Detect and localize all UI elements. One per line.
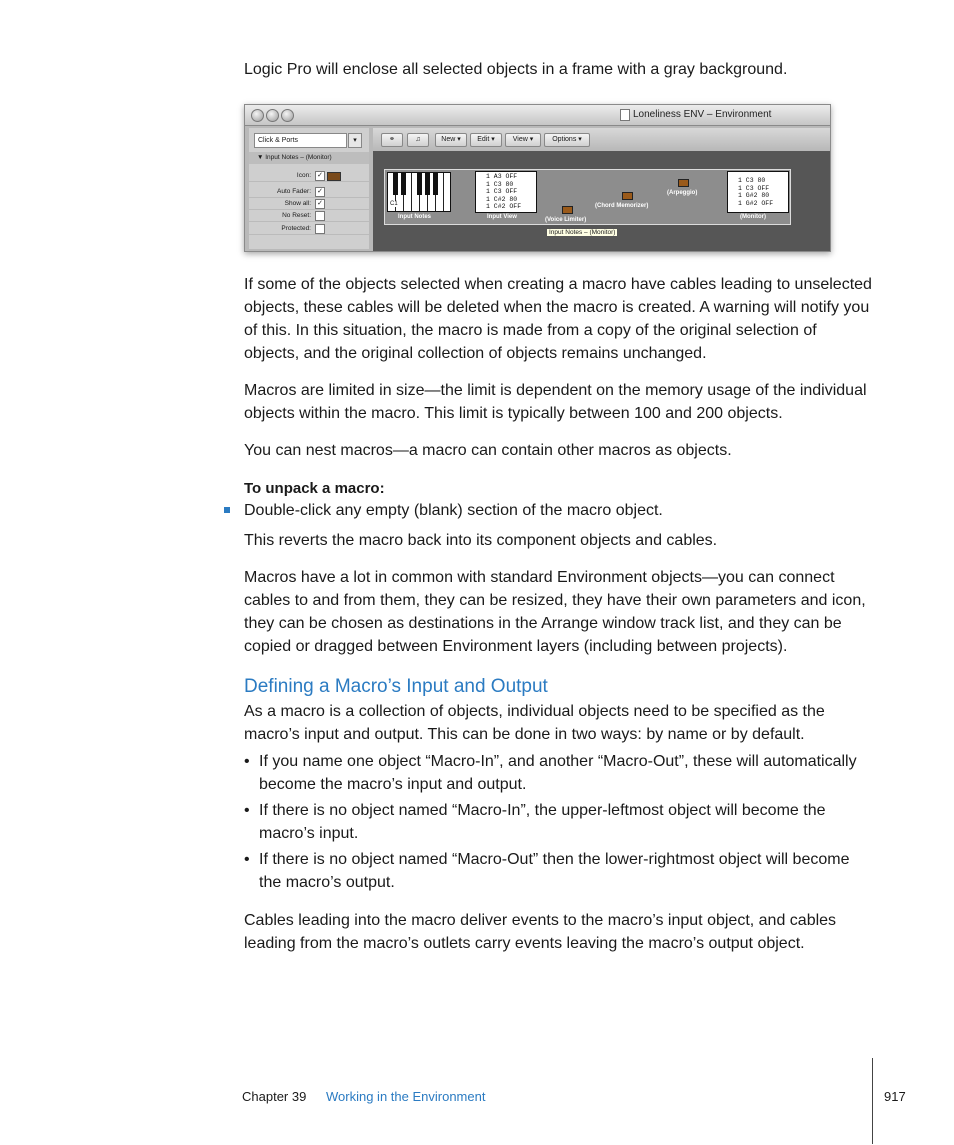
inspector-header: ▼ Input Notes – (Monitor) <box>249 152 369 164</box>
voice-limiter-icon <box>562 206 573 214</box>
param-row-no-reset: No Reset: <box>249 210 369 222</box>
close-window-icon <box>251 109 264 122</box>
section-heading: Defining a Macro’s Input and Output <box>244 676 548 697</box>
document-icon <box>620 109 630 121</box>
unpack-step: Double-click any empty (blank) section of the macro object. <box>244 502 663 519</box>
environment-toolbar <box>373 128 830 150</box>
environment-window-screenshot <box>244 104 831 252</box>
inspector-panel <box>249 128 369 249</box>
arpeggio-label: (Arpeggio) <box>667 190 698 196</box>
list-item: • If you name one object “Macro-In”, and another “Macro-Out”, these will automatically become the macro’s input and output. <box>244 753 857 793</box>
intro-paragraph: Logic Pro will enclose all selected objects in a frame with a gray background. <box>244 61 788 78</box>
input-view-label: Input View <box>487 214 517 220</box>
midi-thru-icon: ♫ <box>407 133 429 147</box>
chord-memorizer-icon <box>622 192 633 200</box>
object-icon-preview <box>327 172 341 181</box>
checkbox-icon: ✓ <box>315 199 325 209</box>
zoom-window-icon <box>281 109 294 122</box>
chevron-down-icon: ▾ <box>348 133 362 148</box>
checkbox-icon <box>315 211 325 221</box>
paragraph-cables: If some of the objects selected when creating a macro have cables leading to unselected objects, these cables will be deleted when the macro is created. A warning will notify you of this. In this situation, the macro is made from a copy of the original selection of objects, and the original collection of objects remains unchanged. <box>244 276 872 362</box>
unpack-heading: To unpack a macro: <box>244 480 385 497</box>
paragraph-size-limit: Macros are limited in size—the limit is dependent on the memory usage of the individual objects within the macro. This limit is typically between 100 and 200 objects. <box>244 382 867 422</box>
footer-divider <box>872 1058 873 1144</box>
options-menu: Options ▾ <box>544 133 590 147</box>
view-menu: View ▾ <box>505 133 541 147</box>
link-icon: ⚭ <box>381 133 403 147</box>
layer-select: Click & Ports <box>254 133 347 148</box>
footer-chapter: Chapter 39 <box>242 1089 307 1104</box>
input-view-object: 1 A3 OFF 1 C3 80 1 C3 OFF 1 C#2 80 1 C#2 OFF <box>475 171 537 213</box>
param-row-icon: Icon: ✓ <box>249 170 369 182</box>
edit-menu: Edit ▾ <box>470 133 502 147</box>
paragraph-nesting: You can nest macros—a macro can contain other macros as objects. <box>244 442 732 459</box>
keyboard-object <box>387 172 451 212</box>
checkbox-icon: ✓ <box>315 187 325 197</box>
window-titlebar <box>245 105 830 126</box>
checkbox-icon <box>315 224 325 234</box>
param-row-auto-fader: Auto Fader: ✓ <box>249 186 369 198</box>
param-row-protected: Protected: <box>249 223 369 235</box>
footer-chapter-title: Working in the Environment <box>326 1089 486 1104</box>
step-bullet-icon <box>224 507 230 513</box>
new-menu: New ▾ <box>435 133 467 147</box>
monitor-object: 1 C3 80 1 C3 OFF 1 G#2 80 1 G#2 OFF <box>727 171 789 213</box>
keyboard-c-label: C1 <box>390 201 398 207</box>
list-item: • If there is no object named “Macro-Out” then the lower-rightmost object will become the macro’s output. <box>244 851 850 891</box>
paragraph-common: Macros have a lot in common with standard Environment objects—you can connect cables to and from them, they can be resized, they have their own parameters and icon, they can be chosen as destinations in the Arrange window track list, and they can be copied or dragged between Environment layers (including between projects). <box>244 569 866 655</box>
param-row-show-all: Show all: ✓ <box>249 198 369 210</box>
environment-canvas <box>373 151 830 251</box>
chord-memorizer-label: (Chord Memorizer) <box>595 203 649 209</box>
list-item: • If there is no object named “Macro-In”, the upper-leftmost object will become the macro’s input. <box>244 802 826 842</box>
macro-frame <box>384 169 791 225</box>
page-number: 917 <box>884 1089 906 1104</box>
arpeggio-icon <box>678 179 689 187</box>
checkbox-icon: ✓ <box>315 171 325 181</box>
paragraph-revert: This reverts the macro back into its component objects and cables. <box>244 532 718 549</box>
paragraph-input-output: As a macro is a collection of objects, individual objects need to be specified as the macro’s input and output. This can be done in two ways: by name or by default. <box>244 703 825 743</box>
window-title: Loneliness ENV – Environment <box>633 109 772 120</box>
input-notes-label: Input Notes <box>398 214 431 220</box>
paragraph-events: Cables leading into the macro deliver events to the macro’s input object, and cables leading from the macro’s outlets carry events leaving the macro’s output object. <box>244 912 837 952</box>
minimize-window-icon <box>266 109 279 122</box>
monitor-label: (Monitor) <box>740 214 766 220</box>
object-tooltip: Input Notes – (Monitor) <box>546 228 618 237</box>
voice-limiter-label: (Voice Limiter) <box>545 217 587 223</box>
